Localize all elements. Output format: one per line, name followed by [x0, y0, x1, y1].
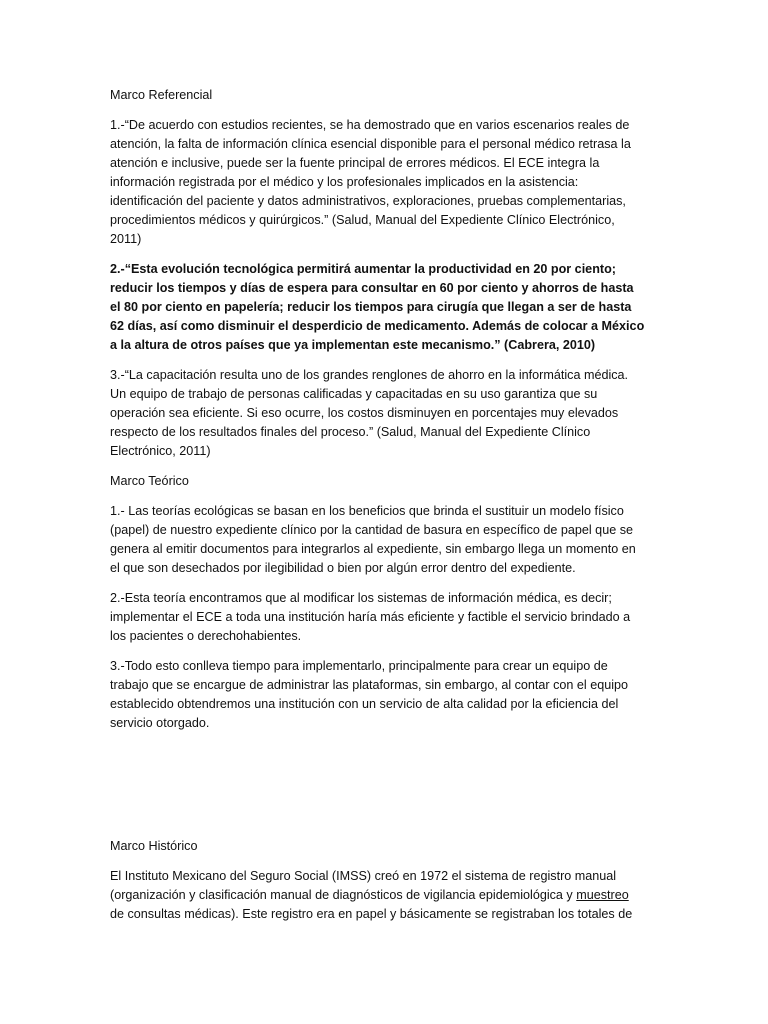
referencial-paragraph-2: 2.-“Esta evolución tecnológica permitirá aumentar la productividad en 20 por ciento; reducir los tiempos y días de espera para consultar en 60 por ciento y ahorros de hasta el 80 por ciento en papelería; reducir los tiempos para cirugía que llegan a ser de hasta 62 días, así como disminuir el desperdicio de medicamento. Además de colocar a México a la altura de otros países que ya implementan este mecanismo.” (Cabrera, 2010) — [110, 262, 645, 352]
section-heading-marco-teorico: Marco Teórico — [110, 474, 189, 488]
blank-space — [110, 744, 646, 837]
muestreo-underlined-word: muestreo — [576, 888, 629, 902]
referencial-paragraph-1: 1.-“De acuerdo con estudios recientes, se ha demostrado que en varios escenarios reales de atención, la falta de información clínica esencial disponible para el personal médico retrasa la atención e inclusive, puede ser la fuente principal de errores médicos. El ECE integra la información registrada por el médico y los profesionales implicados en la asistencia: identificación del paciente y datos administrativos, exploraciones, pruebas complementarias, procedimientos médicos y quirúrgicos.” (Salud, Manual del Expediente Clínico Electrónico, 2011) — [110, 118, 631, 246]
teorico-paragraph-2: 2.-Esta teoría encontramos que al modificar los sistemas de información médica, es decir; implementar el ECE a toda una institución haría más eficiente y factible el servicio brindado a los pacientes o derechohabientes. — [110, 591, 631, 643]
marco-teorico-section — [110, 472, 646, 733]
marco-historico-section — [110, 837, 646, 924]
historico-paragraph-1 — [110, 867, 646, 924]
historico-text-after: de consultas médicas). Este registro era en papel y básicamente se registraban los totales de — [110, 907, 633, 921]
teorico-paragraph-1: 1.- Las teorías ecológicas se basan en los beneficios que brinda el sustituir un modelo físico (papel) de nuestro expediente clínico por la cantidad de basura en específico de papel que se genera al emitir documentos para integrarlos al expediente, sin embargo llega un momento en el que son desechados por ilegibilidad o bien por algún error dentro del expediente. — [110, 504, 636, 575]
teorico-paragraph-3: 3.-Todo esto conlleva tiempo para implementarlo, principalmente para crear un equipo de trabajo que se encargue de administrar las plataformas, sin embargo, al contar con el equipo establecido obtendremos una institución con un servicio de alta calidad por la eficiencia del servicio otorgado. — [110, 659, 629, 730]
section-heading-marco-referencial: Marco Referencial — [110, 88, 213, 102]
section-heading-marco-historico: Marco Histórico — [110, 839, 198, 853]
document-page — [110, 86, 646, 935]
marco-referencial-section — [110, 86, 646, 461]
referencial-paragraph-3: 3.-“La capacitación resulta uno de los grandes renglones de ahorro en la informática médica. Un equipo de trabajo de personas calificadas y capacitadas en su uso garantiza que su operación sea eficiente. Si eso ocurre, los costos disminuyen en porcentajes muy elevados respecto de los resultados finales del proceso.” (Salud, Manual del Expediente Clínico Electrónico, 2011) — [110, 368, 629, 458]
historico-text-before: El Instituto Mexicano del Seguro Social (IMSS) creó en 1972 el sistema de registro manual (organización y clasificación manual de diagnósticos de vigilancia epidemiológica y — [110, 869, 617, 902]
